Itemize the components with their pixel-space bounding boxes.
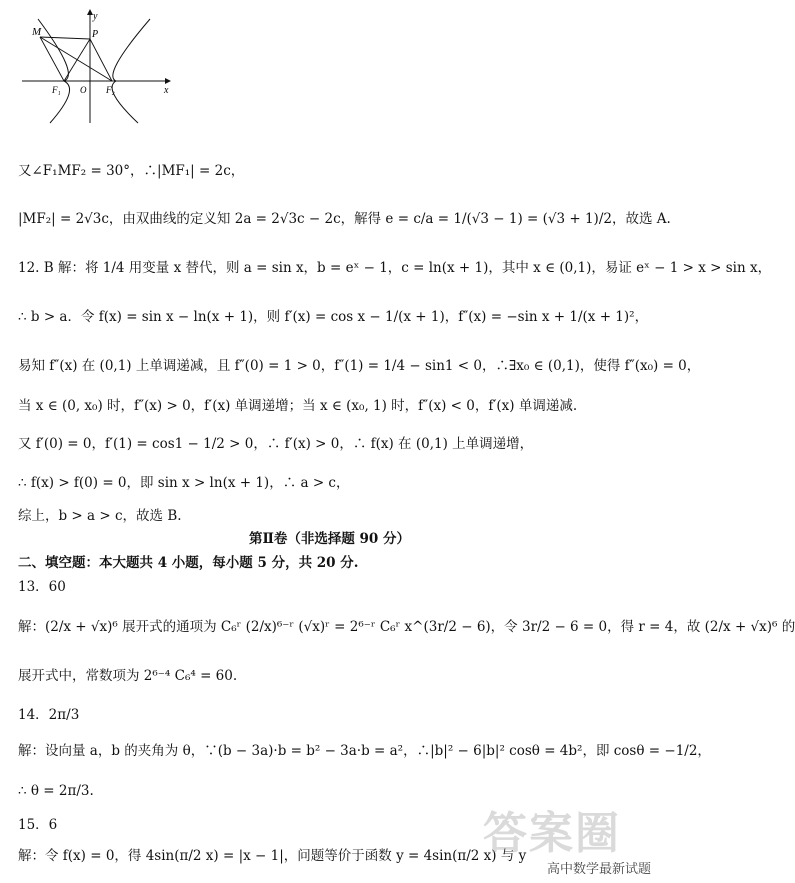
label-P: P: [92, 29, 99, 40]
label-F2: F₂: [106, 85, 115, 95]
q13-line-2: 展开式中，常数项为 2⁶⁻⁴ C₆⁴ = 60.: [18, 668, 238, 684]
text-line-4: ∴ b > a．令 f(x) = sin x − ln(x + 1)，则 f′(x) = cos x − 1/(x + 1)，f″(x) = −sin x + 1/(x + 1)²，: [18, 309, 649, 325]
label-F1: F₁: [52, 85, 61, 95]
watermark-logo: 答案圈: [483, 808, 621, 859]
q15-line-1: 解：令 f(x) = 0，得 4sin(π/2 x) = |x − 1|，问题等价于函数 y = 4sin(π/2 x) 与 y: [18, 848, 527, 864]
text-line-1: 又∠F₁MF₂ = 30°，∴|MF₁| = 2c，: [18, 163, 245, 179]
text-line-3: 12. B 解：将 1/4 用变量 x 替代，则 a = sin x，b = eˣ − 1，c = ln(x + 1)，其中 x ∈ (0,1)，易证 eˣ − 1 > x > sin x，: [18, 260, 772, 276]
label-y: y: [93, 11, 98, 22]
watermark-text: 高中数学最新试题: [546, 862, 651, 877]
hyperbola-figure: [20, 5, 180, 125]
q13-answer: 13．60: [18, 579, 66, 595]
text-line-6: 当 x ∈ (0, x₀) 时，f″(x) > 0，f′(x) 单调递增；当 x ∈ (x₀, 1) 时，f″(x) < 0，f′(x) 单调递减.: [18, 398, 578, 414]
q14-line-2: ∴ θ = 2π/3.: [18, 783, 94, 799]
label-x: x: [164, 85, 169, 96]
text-line-7: 又 f′(0) = 0，f′(1) = cos1 − 1/2 > 0，∴ f′(x) > 0，∴ f(x) 在 (0,1) 上单调递增，: [18, 436, 534, 452]
right-branch: [112, 19, 150, 123]
q13-line-1: 解：(2/x + √x)⁶ 展开式的通项为 C₆ʳ (2/x)⁶⁻ʳ (√x)ʳ = 2⁶⁻ʳ C₆ʳ x^(3r/2 − 6)，令 3r/2 − 6 = 0，得 r = 4，故 (2/x + √x)⁶ 的: [18, 619, 795, 635]
label-O: O: [80, 85, 87, 95]
text-line-5: 易知 f″(x) 在 (0,1) 上单调递减，且 f″(0) = 1 > 0，f″(1) = 1/4 − sin1 < 0，∴∃x₀ ∈ (0,1)，使得 f″(x₀) = 0，: [18, 358, 701, 374]
text-line-8: ∴ f(x) > f(0) = 0，即 sin x > ln(x + 1)，∴ a > c，: [18, 475, 350, 491]
q15-answer: 15．6: [18, 817, 58, 833]
q14-answer: 14．2π/3: [18, 707, 80, 723]
q14-line-1: 解：设向量 a，b 的夹角为 θ，∵(b − 3a)·b = b² − 3a·b = a²，∴|b|² − 6|b|² cosθ = 4b²，即 cosθ = −1/2，: [18, 743, 711, 759]
section-title: 第Ⅱ卷（非选择题 90 分）: [248, 531, 411, 547]
part-title: 二、填空题：本大题共 4 小题，每小题 5 分，共 20 分.: [18, 555, 359, 571]
text-line-9: 综上，b > a > c，故选 B.: [18, 508, 182, 524]
text-line-2: |MF₂| = 2√3c，由双曲线的定义知 2a = 2√3c − 2c，解得 e = c/a = 1/(√3 − 1) = (√3 + 1)/2，故选 A.: [18, 211, 671, 227]
left-branch: [38, 19, 70, 123]
label-M: M: [32, 26, 42, 38]
